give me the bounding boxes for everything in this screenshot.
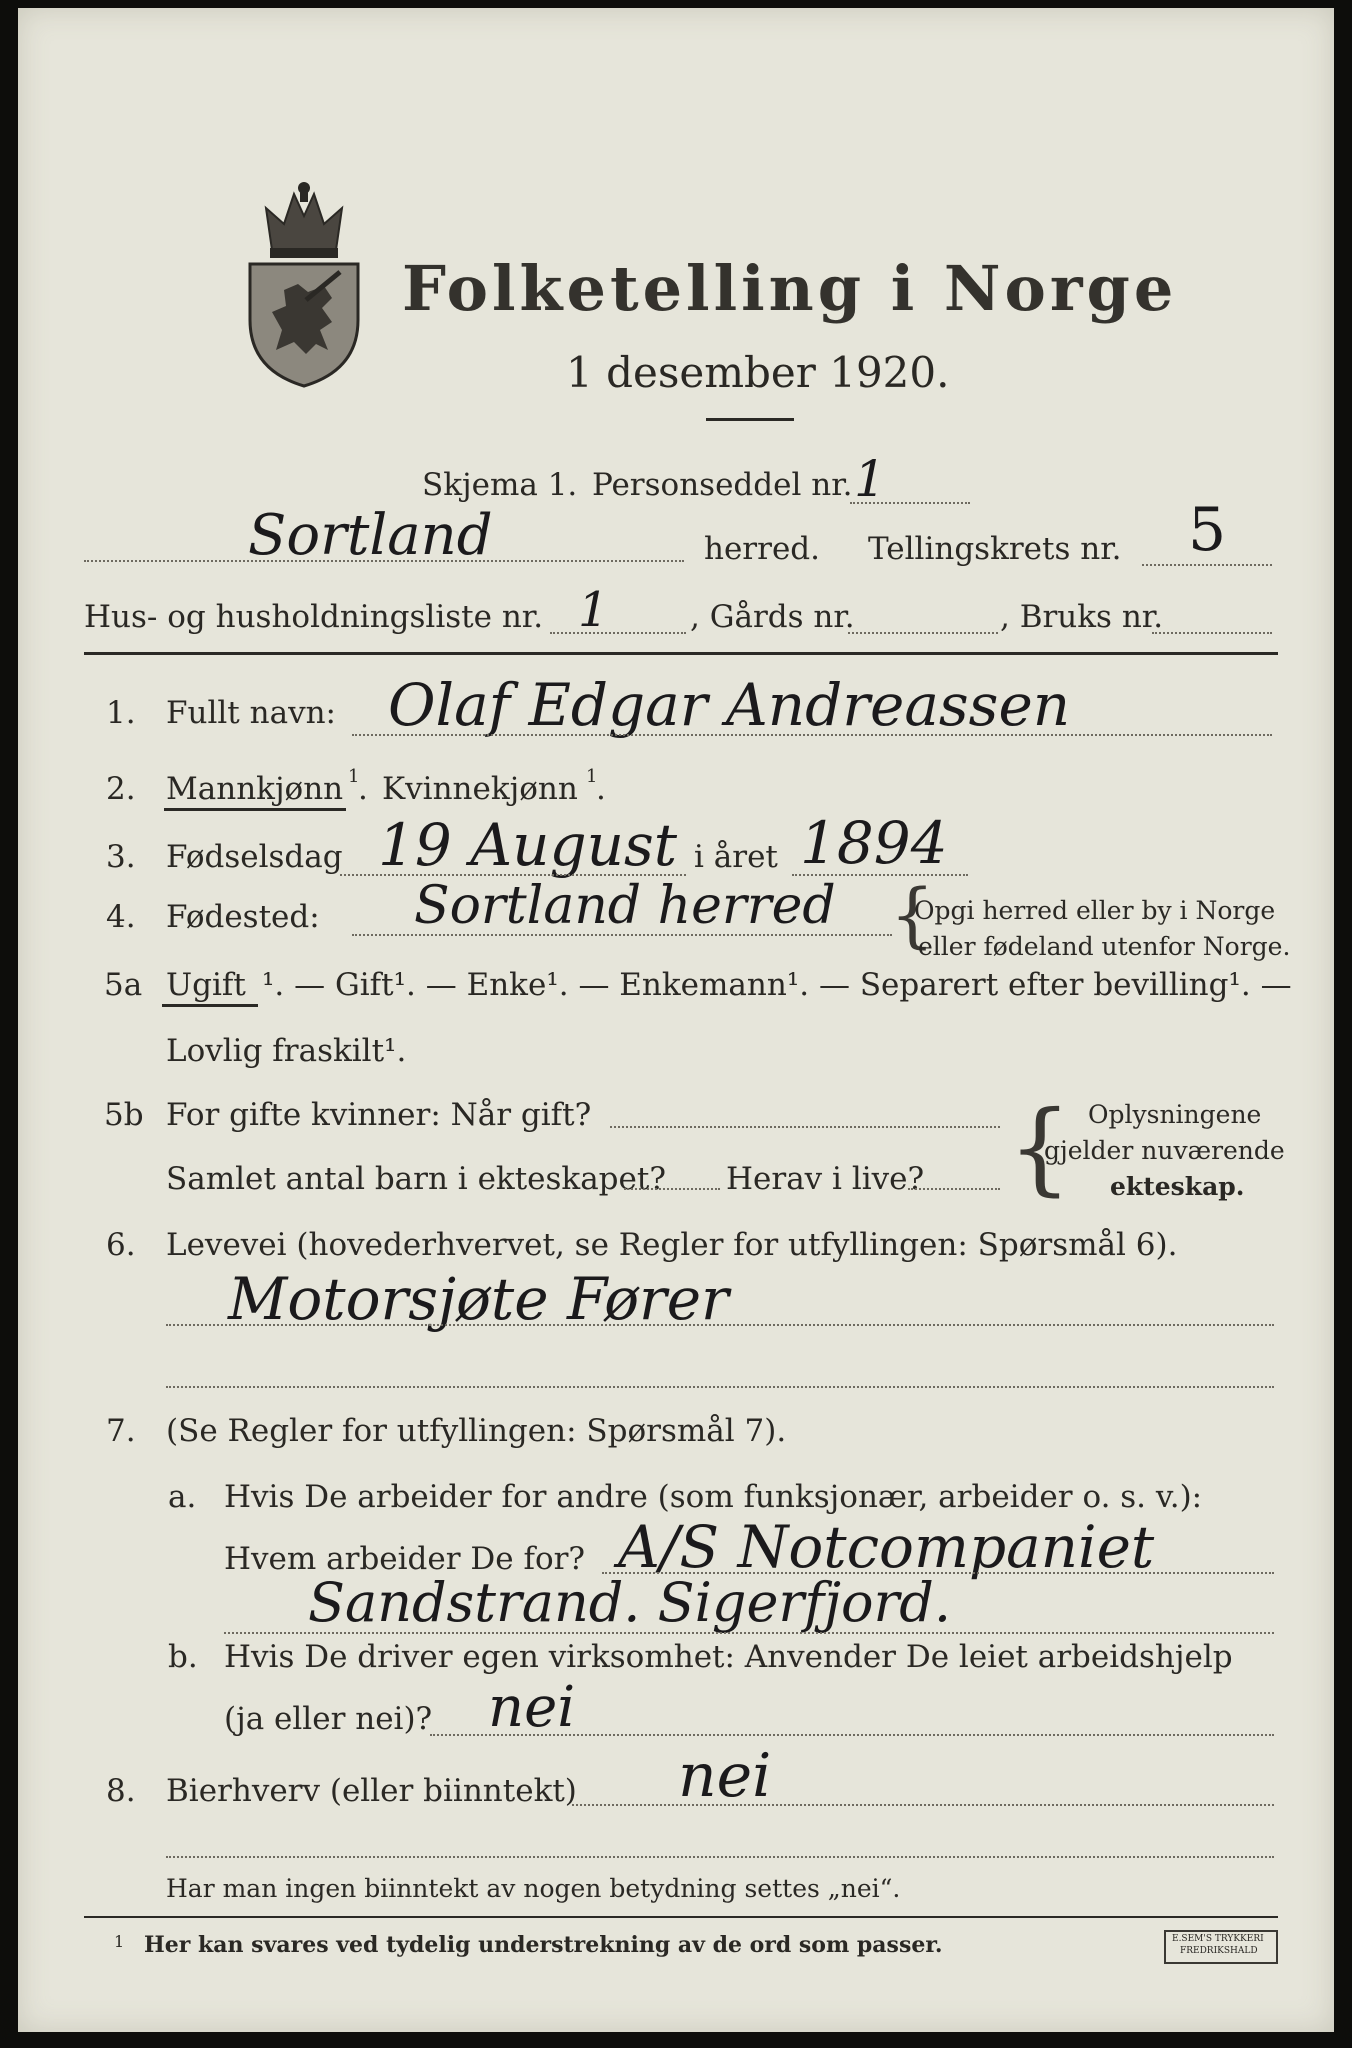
q8-number: 8. [106,1773,136,1809]
q2-sep: . [358,771,368,807]
q8-answer: nei [678,1741,772,1811]
q3-year: 1894 [800,809,948,877]
q6-label: Levevei (hovederhvervet, se Regler for utfyllingen: Spørsmål 6). [166,1227,1178,1263]
q2-number: 2. [106,771,136,807]
q1-full-name: Olaf Edgar Andreassen [388,671,1071,739]
q1-number: 1. [106,695,136,731]
header-separator [84,652,1278,655]
q7-label: (Se Regler for utfyllingen: Spørsmål 7). [166,1413,787,1449]
q5b-line2b: Herav i live? [726,1161,925,1197]
q5a-options: ¹. — Gift¹. — Enke¹. — Enkemann¹. — Separert efter bevilling¹. — [262,967,1292,1003]
husliste-dots [550,632,686,634]
q5b-brace: { [1008,1089,1072,1206]
schema-label: Skjema 1. [422,467,578,503]
q7-number: 7. [106,1413,136,1449]
q5b-note2: gjelder nuværende [1044,1136,1285,1165]
q2-sep2: . [596,771,606,807]
q6-occupation: Motorsjøte Fører [228,1265,729,1333]
q1-label: Fullt navn: [166,695,336,731]
q3-year-label: i året [694,839,778,875]
q4-note-line1: Opgi herred eller by i Norge [914,896,1276,925]
q7b-line1: Hvis De driver egen virksomhet: Anvender De leiet arbeidshjelp [224,1639,1233,1675]
husliste-label: Hus- og husholdningsliste nr. [84,599,544,635]
q7a-dots-2 [224,1632,1274,1634]
footer-note: Har man ingen biinntekt av nogen betydning settes „nei“. [166,1874,901,1903]
q5b-note3: ekteskap. [1110,1172,1245,1201]
q4-dots [352,934,892,936]
q2-male-label: Mannkjønn [166,771,344,807]
q3-label: Fødselsdag [166,839,343,875]
q7a-employer-line2: Sandstrand. Sigerfjord. [308,1571,952,1634]
herred-label: herred. [704,531,820,567]
gards-label: , Gårds nr. [690,599,855,635]
q7b-line2: (ja eller nei)? [224,1701,433,1737]
form-title: Folketelling i Norge [402,252,1178,325]
q4-birthplace: Sortland herred [414,876,836,936]
title-divider [706,418,794,421]
q7b-letter: b. [168,1639,198,1675]
bruks-dots [1152,632,1272,634]
census-date: 1 desember 1920. [566,348,950,397]
q7b-dots [430,1734,1274,1736]
q8-dots-2 [166,1856,1274,1858]
husliste-value: 1 [578,582,609,638]
q5b-line2a: Samlet antal barn i ekteskapet? [166,1161,666,1197]
q5a-line2: Lovlig fraskilt¹. [166,1033,407,1069]
personseddel-label: Personseddel nr. [592,467,853,503]
q3-number: 3. [106,839,136,875]
herred-dots [84,560,684,562]
q8-dots-1 [572,1804,1274,1806]
q2-female-label: Kvinnekjønn [382,771,578,807]
q7a-employer-line1: A/S Notcompaniet [618,1513,1155,1581]
printer-stamp [1164,1930,1278,1964]
q5a-number: 5a [104,967,143,1003]
q5a-ugift-underline [162,1004,258,1007]
q5b-children-dots [624,1188,720,1190]
tellingskrets-value: 5 [1188,495,1227,565]
q7a-line2: Hvem arbeider De for? [224,1541,586,1577]
tellingskrets-dots [1142,564,1272,566]
q8-label: Bierhverv (eller biinntekt) [166,1773,577,1809]
tellingskrets-label: Tellingskrets nr. [868,531,1122,567]
q7a-letter: a. [168,1479,197,1515]
footnote-text: Her kan svares ved tydelig understrekning av de ord som passer. [144,1932,943,1958]
q6-dots-2 [166,1386,1274,1388]
q5b-alive-dots [908,1188,1000,1190]
q4-brace: { [890,874,935,956]
footer-divider [84,1916,1278,1918]
personseddel-dots [850,502,970,504]
q6-dots-1 [166,1324,1274,1326]
q2-sup1: 1 [348,766,360,787]
norwegian-coat-of-arms-icon [236,180,372,390]
personseddel-value: 1 [854,450,886,508]
q5b-line1: For gifte kvinner: Når gift? [166,1097,592,1133]
q5b-number: 5b [104,1097,144,1133]
q4-label: Fødested: [166,899,320,935]
printer-line2: FREDRIKSHALD [1180,1946,1258,1956]
q5b-married-dots [610,1126,1000,1128]
footnote-mark: 1 [114,1932,125,1951]
q2-sup2: 1 [586,766,598,787]
gards-dots [848,632,998,634]
q4-note-line2: eller fødeland utenfor Norge. [918,932,1291,961]
q6-number: 6. [106,1227,136,1263]
q5b-note1: Oplysningene [1088,1100,1262,1129]
q5a-ugift: Ugift [166,967,246,1003]
q4-number: 4. [106,899,136,935]
herred-value: Sortland [248,503,493,568]
q3-birthday: 19 August [378,811,678,879]
bruks-label: , Bruks nr. [1000,599,1164,635]
census-form-sheet [18,8,1334,2032]
q7b-answer: nei [488,1675,576,1740]
q1-dots [352,734,1272,736]
q7a-line1: Hvis De arbeider for andre (som funksjonær, arbeider o. s. v.): [224,1479,1203,1515]
q2-male-underline [164,808,346,811]
printer-line1: E.SEM'S TRYKKERI [1172,1934,1264,1944]
